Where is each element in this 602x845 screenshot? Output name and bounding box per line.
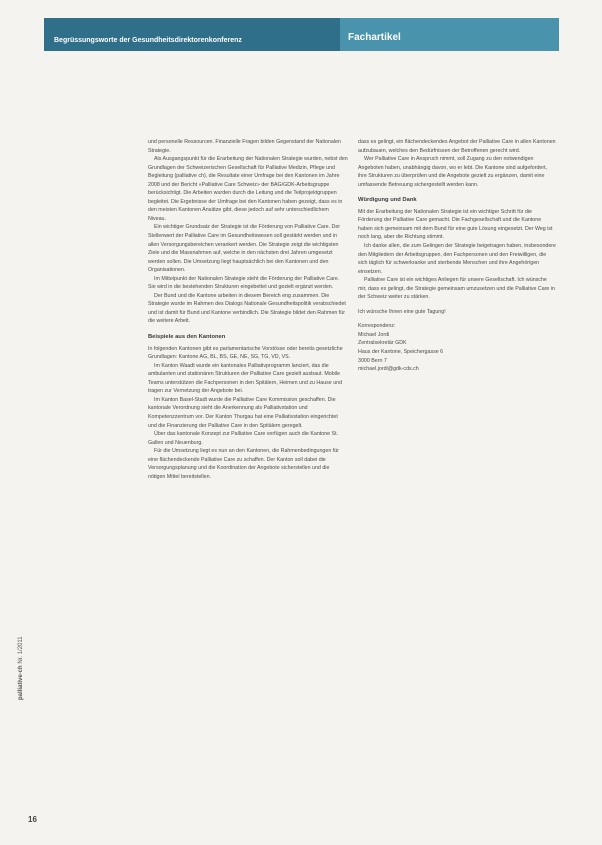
paragraph: Im Kanton Waadt wurde ein kantonales Palliativprogramm lanciert, das die ambulanten und stationären Strukturen der Palliative Care gezielt ausbaut. Mobile Teams unterstützen die Fachpersonen in den Spitälern, Heimen und zu Hause und tragen zur Vernetzung der Angebote bei. xyxy=(148,362,343,395)
paragraph: Als Ausgangspunkt für die Erarbeitung der Nationalen Strategie wurden, nebst den Grundlagen der Schweizerischen Gesellschaft für Palliative Medizin, Pflege und Begleitung (palliative ch), die Resultate einer Umfrage bei den Kantonen im Jahre 2008 und der Bericht «Palliative Care Schweiz» der BAG/GDK-Arbeitsgruppe berücksichtigt. Die Arbeiten wurden durch die Leitung und die Teilprojektgruppen begleitet. Die Ergebnisse der Umfrage bei den Kantonen haben gezeigt, dass es in den meisten Kantonen Ansätze gibt, diese jedoch auf sehr unterschiedlichem Niveau. xyxy=(148,156,348,222)
right-text-column xyxy=(358,138,556,374)
paragraph: Im Mittelpunkt der Nationalen Strategie steht die Förderung der Palliative Care. Sie wird in die bestehenden Strukturen eingebettet und gezielt ergänzt werden. xyxy=(148,275,340,291)
paragraph: dass es gelingt, ein flächendeckendes Angebot der Palliative Care in allen Kantonen aufzubauen, welches den Bedürfnissen der Betroffenen gerecht wird. xyxy=(358,139,556,154)
journal-margin-label xyxy=(18,636,24,700)
section-heading: Würdigung und Dank xyxy=(358,197,417,204)
paragraph: Palliative Care ist ein wichtiges Anliegen für unsere Gesellschaft. Ich wünsche mir, dass es gelingt, die Strategie gemeinsam umzusetzen und die Palliative Care in der Schweiz weiter zu stärken. xyxy=(358,277,555,301)
header-category-title: Fachartikel xyxy=(348,32,401,43)
page-number: 16 xyxy=(28,815,37,824)
header-section-banner xyxy=(44,18,340,51)
left-text-column xyxy=(148,138,348,481)
paragraph: In folgenden Kantonen gibt es parlamentarische Vorstösse oder bereits gesetzliche Grundlagen: Kantone AG, BL, BS, GE, NE, SG, TG, VD, VS. xyxy=(148,345,343,361)
paragraph: Im Kanton Basel-Stadt wurde die Palliative Care Kommission geschaffen. Die kantonale Verordnung sieht die Anerkennung als Palliativstation und Kompetenzzentrum vor. Der Kanton Thurgau hat eine Palliativstation eingerichtet und die Finanzierung der Palliative Care in den Spitälern geregelt. xyxy=(148,396,338,429)
signature-line: Korrespondenz: xyxy=(358,323,396,330)
paragraph: Für die Umsetzung liegt es nun an den Kantonen, die Rahmenbedingungen für eine flächendeckende Palliative Care zu schaffen. Der Kanton soll dabei die Versorgungsplanung und die Koordination der Angebote sicherstellen und die nötigen Mittel bereitstellen. xyxy=(148,448,339,480)
paragraph: Ein wichtiger Grundsatz der Strategie ist die Förderung von Palliative Care. Der Stellenwert der Palliative Care im Gesundheitswesen soll gestärkt werden und in allen Versorgungsbereichen verankert werden. Die Strategie zeigt die wichtigsten Ziele und die Massnahmen auf, welche in den nächsten drei Jahren umgesetzt werden sollen. Die Umsetzung liegt hauptsächlich bei den Kantonen und den Organisationen. xyxy=(148,224,341,274)
paragraph: Ich danke allen, die zum Gelingen der Strategie beigetragen haben, insbesondere den Mitgliedern der Arbeitsgruppen, den Fachpersonen und den Freiwilligen, die sich täglich für schwerkranke und sterbende Menschen und ihre Angehörigen einsetzen. xyxy=(358,243,556,275)
header-section-title: Begrüssungsworte der Gesundheitsdirektorenkonferenz xyxy=(54,37,242,44)
header-category-banner xyxy=(340,18,559,51)
closing-line: Ich wünsche Ihnen eine gute Tagung! xyxy=(358,308,446,315)
signature-line: Haus der Kantone, Speichergasse 6 xyxy=(358,349,444,356)
signature-line: Michael Jordi xyxy=(358,331,390,338)
paragraph: Wer Palliative Care in Anspruch nimmt, soll Zugang zu den notwendigen Angeboten haben, unabhängig davon, wo er lebt. Die Kantone sind aufgefordert, ihre Strukturen zu überprüfen und die Angebote gezielt zu ergänzen, damit eine umfassende Betreuung sichergestellt werden kann. xyxy=(358,156,548,188)
paragraph: Der Bund und die Kantone arbeiten in diesem Bereich eng zusammen. Die Strategie wurde im Rahmen des Dialogs Nationale Gesundheitspolitik verabschiedet und ist damit für Bund und Kantone verbindlich. Die Strategie bildet den Rahmen für die weitere Arbeit. xyxy=(148,292,346,325)
signature-line: 3000 Bern 7 xyxy=(358,357,387,364)
section-heading: Beispiele aus den Kantonen xyxy=(148,334,226,341)
journal-issue: Nr. 1/2011 xyxy=(18,636,24,664)
paragraph: Über das kantonale Konzept zur Palliative Care verfügen auch die Kantone St. Gallen und Neuenburg. xyxy=(148,431,339,446)
paragraph: und personelle Ressourcen. Finanzielle Fragen bilden Gegenstand der Nationalen Strategie. xyxy=(148,139,341,154)
signature-line: Zentralsekretär GDK xyxy=(358,340,407,347)
paragraph: Mit der Erarbeitung der Nationalen Strategie ist ein wichtiger Schritt für die Förderung der Palliative Care gemacht. Die Fachgesellschaft und die Kantone haben sich gemeinsam mit dem Bund für eine gute Lösung eingesetzt. Der Weg ist noch lang, aber die Richtung stimmt. xyxy=(358,208,553,241)
journal-name: palliative-ch xyxy=(18,665,24,700)
signature-email: michael.jordi@gdk-cds.ch xyxy=(358,366,419,373)
